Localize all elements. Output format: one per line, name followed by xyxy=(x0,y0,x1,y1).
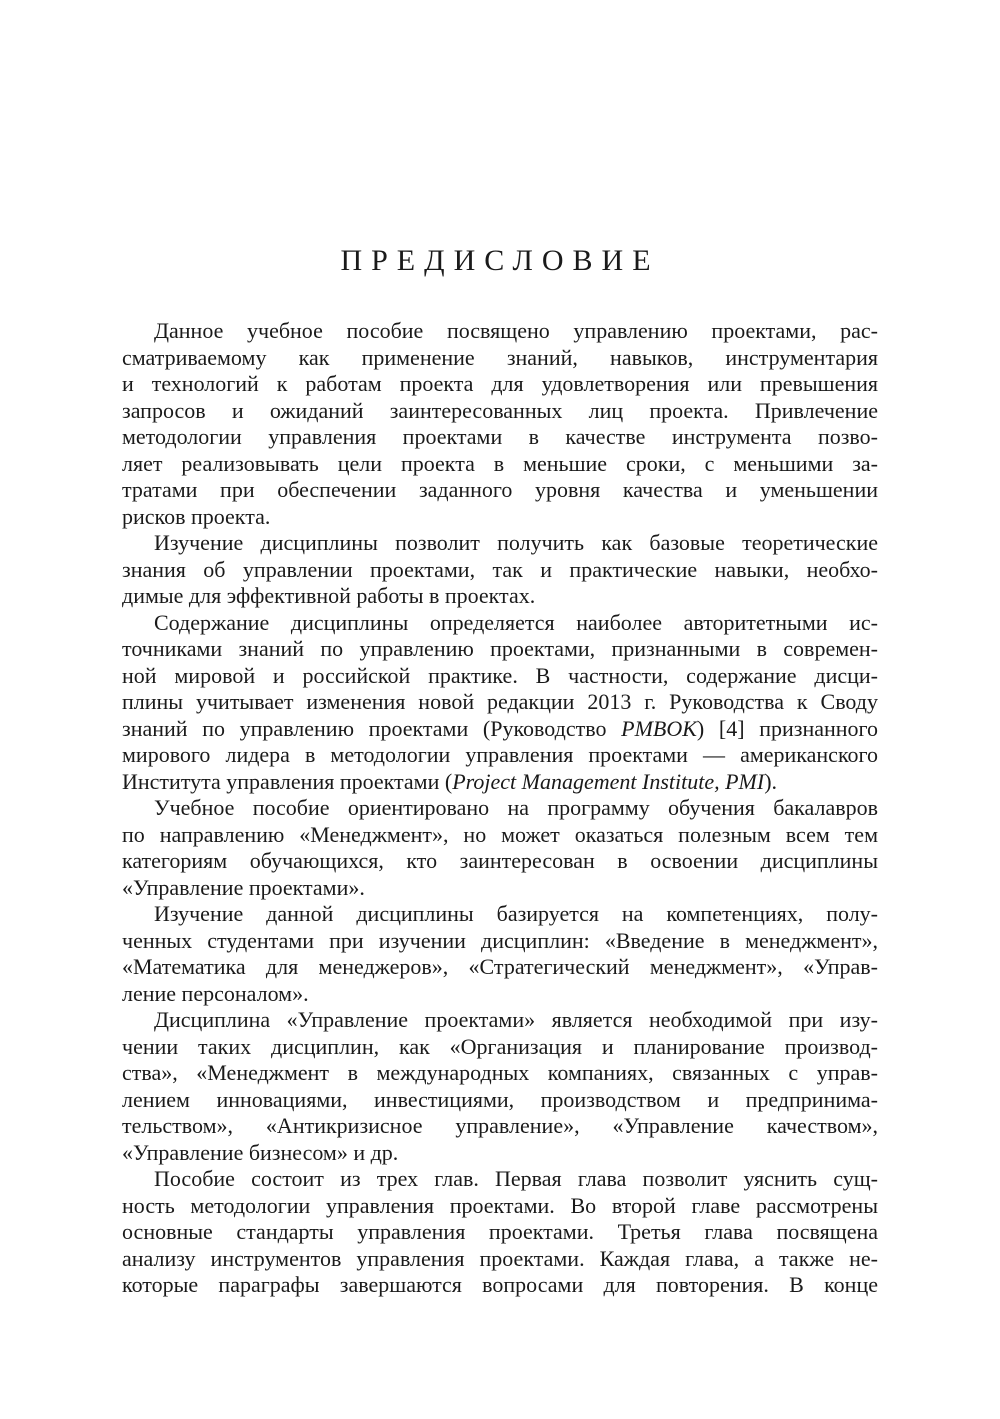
text-line: и технологий к работам проекта для удовлетворения или превышения xyxy=(122,371,878,396)
text-line: ность методологии управления проектами. Во второй главе рассмотрены xyxy=(122,1192,878,1218)
text-line: анализу инструментов управления проектами. Каждая глава, а также не- xyxy=(122,1245,878,1271)
text-line: «Математика для менеджеров», «Стратегический менеджмент», «Управ- xyxy=(122,954,878,979)
page-title: ПРЕДИСЛОВИЕ xyxy=(340,244,660,277)
text-line: чении таких дисциплин, как «Организация и планирование производ- xyxy=(122,1033,878,1059)
text-line: Данное учебное пособие посвящено управлению проектами, рас- xyxy=(154,318,878,343)
text-line: Учебное пособие ориентировано на программу обучения бакалавров xyxy=(154,795,878,820)
paragraph-3 xyxy=(122,610,878,796)
text-line: точниками знаний по управлению проектами, признанными в современ- xyxy=(122,636,878,661)
text-line: Дисциплина «Управление проектами» является необходимой при изу- xyxy=(154,1007,878,1032)
text-line: мирового лидера в методологии управления проектами — американского xyxy=(122,742,878,767)
text-line: которые параграфы завершаются вопросами для повторения. В конце xyxy=(122,1272,878,1297)
italic-term: PMBOK xyxy=(621,715,697,741)
text-line: знания об управлении проектами, так и практические навыки, необхо- xyxy=(122,556,878,582)
paragraph-4 xyxy=(122,795,878,901)
text-line: лением инновациями, инвестициями, производством и предпринима- xyxy=(122,1086,878,1112)
text-line: рисков проекта. xyxy=(122,503,271,529)
italic-term: Project Management Institute, PMI xyxy=(452,768,765,794)
text-line: Пособие состоит из трех глав. Первая глава позволит уяснить сущ- xyxy=(154,1166,878,1191)
text-line xyxy=(122,716,878,743)
text-line: методологии управления проектами в качестве инструмента позво- xyxy=(122,424,878,449)
text-run: ). xyxy=(764,768,778,794)
text-line: ства», «Менеджмент в международных компаниях, связанных с управ- xyxy=(122,1060,878,1085)
text-line: ной мировой и российской практике. В частности, содержание дисци- xyxy=(122,662,878,688)
text-line: категориям обучающихся, кто заинтересован в освоении дисциплины xyxy=(122,848,878,873)
text-line: по направлению «Менеджмент», но может оказаться полезным всем тем xyxy=(122,821,878,847)
text-line: «Управление проектами». xyxy=(122,874,365,900)
text-line xyxy=(122,769,878,796)
text-line: Содержание дисциплины определяется наиболее авторитетными ис- xyxy=(154,609,878,635)
body-text xyxy=(122,318,878,1299)
text-run: знаний по управлению проектами (Руководство xyxy=(122,715,622,741)
text-line: тельством», «Антикризисное управление», «Управление качеством», xyxy=(122,1113,878,1138)
text-run: Института управления проектами ( xyxy=(122,768,453,794)
text-line: ляет реализовывать цели проекта в меньшие сроки, с меньшими за- xyxy=(122,450,878,476)
text-line: сматриваемому как применение знаний, навыков, инструментария xyxy=(122,344,878,370)
text-line: Изучение дисциплины позволит получить как базовые теоретические xyxy=(154,530,878,555)
paragraph-1 xyxy=(122,318,878,530)
text-line: запросов и ожиданий заинтересованных лиц проекта. Привлечение xyxy=(122,397,878,423)
text-line: плины учитывает изменения новой редакции 2013 г. Руководства к Своду xyxy=(122,689,878,714)
text-line: тратами при обеспечении заданного уровня качества и уменьшении xyxy=(122,477,878,502)
paragraph-6 xyxy=(122,1007,878,1166)
text-line: ченных студентами при изучении дисциплин: «Введение в менеджмент», xyxy=(122,927,878,953)
text-run: ) [4] признанного xyxy=(696,715,878,741)
text-line: «Управление бизнесом» и др. xyxy=(122,1139,399,1165)
paragraph-2 xyxy=(122,530,878,610)
paragraph-5 xyxy=(122,901,878,1007)
text-line: ление персоналом». xyxy=(122,980,309,1006)
paragraph-7 xyxy=(122,1166,878,1299)
text-line: димые для эффективной работы в проектах. xyxy=(122,583,536,608)
text-line: Изучение данной дисциплины базируется на компетенциях, полу- xyxy=(154,901,878,926)
text-line: основные стандарты управления проектами. Третья глава посвящена xyxy=(122,1219,878,1244)
